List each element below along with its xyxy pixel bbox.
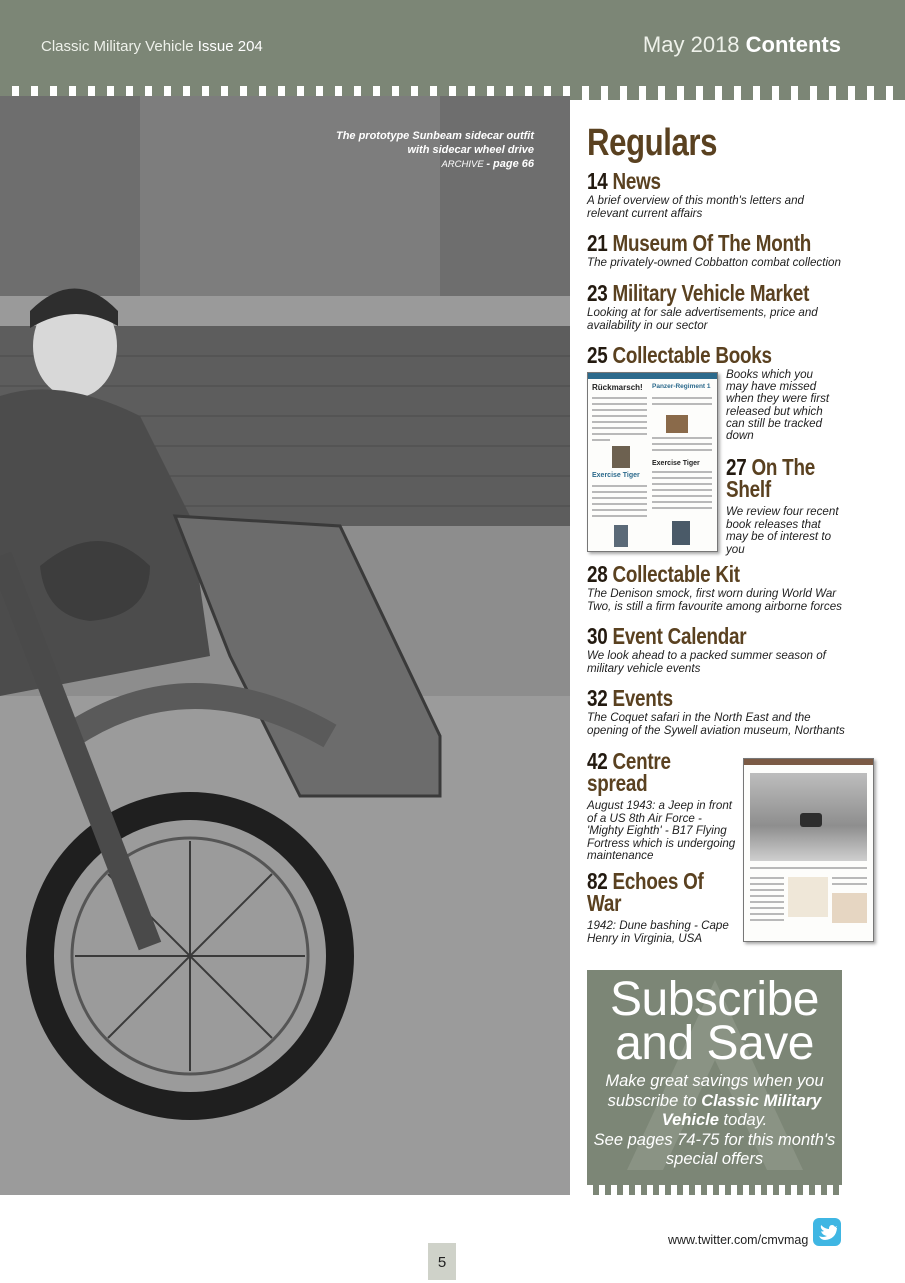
- entry-page-number: 30: [587, 623, 608, 649]
- page-number: 5: [428, 1243, 456, 1280]
- photo-caption: [336, 129, 534, 172]
- entry-page-number: 82: [587, 868, 608, 894]
- subscribe-heading-line-2: and Save: [615, 1017, 814, 1070]
- toc-entry-collectable-kit[interactable]: [587, 563, 845, 613]
- entry-title: Events: [612, 685, 673, 711]
- entry-title: Museum Of The Month: [612, 230, 812, 256]
- entry-title: News: [612, 168, 661, 194]
- thumb-pull-quote: [788, 877, 828, 917]
- entry-description: A brief overview of this month's letters and relevant current affairs: [587, 194, 805, 220]
- subscribe-heading-line-1: Subscribe: [610, 973, 819, 1026]
- subscribe-serrated-edge: [587, 1185, 842, 1195]
- twitter-link[interactable]: www.twitter.com/cmvmag: [668, 1233, 809, 1247]
- entry-page-number: 27: [726, 454, 747, 480]
- subscribe-brand: Classic Military Vehicle: [661, 1091, 822, 1129]
- subscribe-pages-ref[interactable]: See pages 74-75 for this month's special offers: [593, 1130, 836, 1168]
- toc-entry-event-calendar[interactable]: [587, 625, 832, 675]
- toc-entry-centre-spread[interactable]: [587, 750, 737, 863]
- entry-page-number: 42: [587, 748, 608, 774]
- collectable-books-thumbnail[interactable]: [587, 372, 718, 552]
- issue-date-section: [643, 32, 841, 58]
- thumb-heading-1: Rückmarsch!: [592, 383, 643, 392]
- thumb-sidebar-box: [832, 893, 867, 923]
- subscribe-text: [587, 1072, 842, 1170]
- entry-page-number: 23: [587, 280, 608, 306]
- toc-entry-news[interactable]: [587, 170, 837, 220]
- entry-description: The Coquet safari in the North East and the opening of the Sywell aviation museum, Northants: [587, 711, 845, 737]
- entry-title: Military Vehicle Market: [612, 280, 810, 306]
- entry-page-number: 14: [587, 168, 608, 194]
- entry-title: Collectable Books: [612, 342, 772, 368]
- caption-title-line-2: with sidecar wheel drive: [407, 144, 534, 156]
- thumb-book-cover: [612, 446, 630, 468]
- thumb-heading-2: Panzer-Regiment 1: [652, 383, 711, 390]
- entry-title: Event Calendar: [612, 623, 747, 649]
- magazine-name: Classic Military Vehicle: [41, 38, 194, 55]
- entry-page-number: 28: [587, 561, 608, 587]
- toc-entry-on-the-shelf[interactable]: [726, 456, 841, 556]
- thumb-book-cover: [614, 525, 628, 547]
- toc-entry-military-vehicle-market[interactable]: [587, 282, 837, 332]
- thumb-heading-3: Exercise Tiger: [592, 472, 640, 479]
- motorcycle-sidecar-photo: [0, 96, 570, 1195]
- regulars-heading: Regulars: [587, 122, 718, 164]
- entry-page-number: 32: [587, 685, 608, 711]
- thumbnail-top-bar: [588, 373, 717, 379]
- entry-title: Centre spread: [587, 748, 671, 796]
- toc-entry-echoes-of-war[interactable]: [587, 870, 732, 945]
- archive-photo: [0, 96, 570, 1195]
- toc-entry-collectable-books[interactable]: [587, 344, 857, 366]
- thumbnail-top-bar: [744, 759, 873, 765]
- entry-description: August 1943: a Jeep in front of a US 8th Air Force - 'Mighty Eighth' - B17 Flying Fortress which is undergoing maintenance: [587, 799, 736, 863]
- thumb-dune-photo: [750, 773, 867, 861]
- thumb-book-cover: [672, 521, 690, 545]
- caption-title-line-1: The prototype Sunbeam sidecar outfit: [335, 130, 534, 142]
- issue-date: May 2018: [642, 32, 740, 57]
- entry-title: Collectable Kit: [612, 561, 740, 587]
- twitter-bird-icon[interactable]: [813, 1218, 841, 1246]
- entry-description: Looking at for sale advertisements, price and availability in our sector: [587, 306, 818, 332]
- section-title: Contents: [745, 32, 841, 57]
- thumb-heading-4: Exercise Tiger: [652, 460, 700, 467]
- subscribe-text-2: today.: [718, 1111, 768, 1129]
- caption-page-ref[interactable]: - page 66: [486, 158, 534, 170]
- entry-page-number: 25: [587, 342, 608, 368]
- entry-description: The Denison smock, first worn during World War Two, is still a firm favourite among airborne forces: [587, 587, 842, 613]
- entry-description: We look ahead to a packed summer season of military vehicle events: [587, 649, 826, 675]
- entry-page-number: 21: [587, 230, 608, 256]
- entry-description: The privately-owned Cobbatton combat collection: [587, 256, 841, 269]
- issue-number: Issue 204: [197, 38, 263, 55]
- thumb-book-cover: [666, 415, 688, 433]
- toc-entry-events[interactable]: [587, 687, 849, 737]
- subscribe-panel[interactable]: [587, 970, 842, 1195]
- subscribe-text-1: Make great savings when you subscribe to: [605, 1072, 824, 1110]
- entry-description: 1942: Dune bashing - Cape Henry in Virginia, USA: [587, 919, 729, 945]
- magazine-issue: [41, 38, 263, 55]
- toc-entry-museum-of-the-month[interactable]: [587, 232, 847, 270]
- entry-title: On The Shelf: [726, 454, 815, 502]
- entry-description: We review four recent book releases that may be of interest to you: [726, 505, 839, 556]
- caption-section: ARCHIVE: [441, 159, 484, 170]
- echoes-of-war-thumbnail[interactable]: [743, 758, 874, 942]
- entry-title: Echoes Of War: [587, 868, 704, 916]
- collectable-books-description: Books which you may have missed when they were first released but which can still be tracked down: [726, 368, 830, 443]
- page-header: [0, 0, 905, 86]
